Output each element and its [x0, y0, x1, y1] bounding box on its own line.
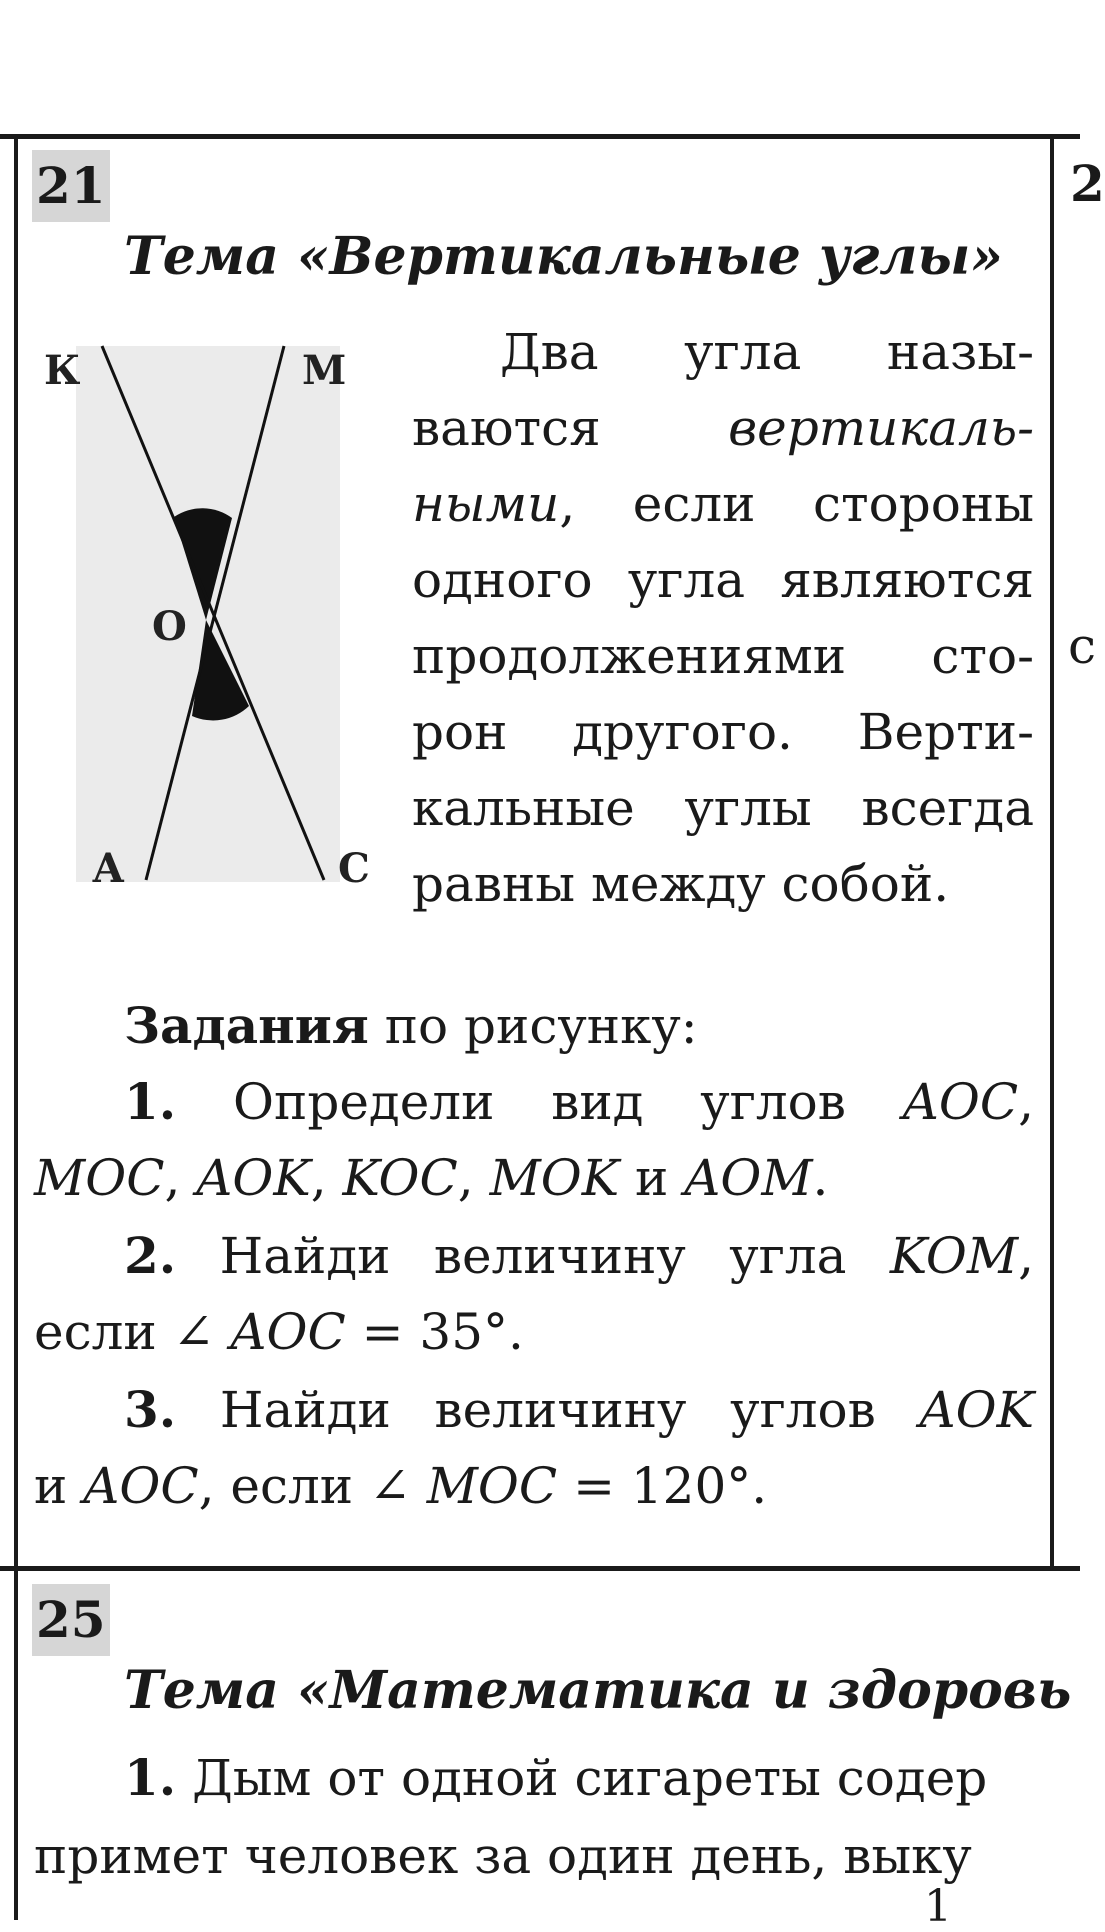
text-segment: кальные углы всегда [412, 779, 1034, 837]
text-segment: = 35°. [345, 1303, 524, 1361]
text-segment: AOK [196, 1149, 311, 1207]
point-k-label: К [44, 347, 81, 394]
task-line [34, 1294, 524, 1370]
text-segment: рон другого. Верти- [412, 703, 1034, 761]
tasks-heading-rest: по рисунку: [368, 997, 698, 1055]
text-segment: и [34, 1457, 84, 1515]
text-segment: AOC [230, 1303, 346, 1361]
column-divider-rule [1050, 134, 1054, 1570]
text-segment: AOC [83, 1457, 199, 1515]
definition-line [412, 770, 1034, 846]
text-segment: равны между собой. [412, 855, 950, 913]
definition-line [500, 314, 1034, 390]
vertical-angles-figure [34, 322, 390, 902]
text-segment: примет человек за один день, выку [34, 1827, 972, 1885]
topic-title: Тема «Математика и здоровь [124, 1660, 1072, 1721]
text-segment: 3. [124, 1380, 177, 1439]
card-25-text-line [124, 1740, 987, 1816]
text-segment: Два угла назы- [500, 323, 1034, 381]
footer-fragment: 1 [924, 1881, 952, 1932]
figure-background [76, 346, 340, 882]
text-segment: , если стороны [559, 475, 1034, 533]
point-m-label: М [302, 347, 347, 394]
definition-line [412, 694, 1034, 770]
definition-line [412, 846, 1034, 922]
top-border-rule [0, 134, 1080, 139]
left-border-rule [14, 134, 18, 1920]
task-line [34, 1448, 767, 1524]
text-segment: Найди величину углов [176, 1381, 920, 1439]
text-segment: 1. [124, 1748, 177, 1807]
text-segment: ными [412, 475, 560, 533]
tasks-heading-bold: Задания [124, 996, 369, 1055]
text-segment: MOC [426, 1457, 558, 1515]
text-segment: , [164, 1149, 197, 1207]
task-line [124, 1372, 1034, 1448]
text-segment: . [812, 1149, 829, 1207]
card-number-badge: 21 [32, 150, 110, 222]
text-segment: Дым от одной сигареты содер [176, 1749, 988, 1807]
text-segment: 1. [124, 1072, 177, 1131]
text-segment: AOK [919, 1381, 1034, 1439]
tasks-heading [124, 988, 698, 1064]
definition-line [412, 390, 1034, 466]
text-segment: MOC [34, 1149, 165, 1207]
card-number-badge: 25 [32, 1584, 110, 1656]
point-o-label: О [152, 603, 187, 650]
point-a-label: А [92, 845, 125, 892]
topic-title: Тема «Вертикальные углы» [124, 226, 1003, 287]
definition-line [412, 466, 1034, 542]
text-segment: вертикаль- [728, 399, 1034, 457]
text-segment: Определи вид углов [176, 1073, 903, 1131]
text-segment: , если ∠ [198, 1457, 427, 1515]
text-segment: , [1018, 1227, 1034, 1285]
text-segment: одного угла являются [412, 551, 1034, 609]
text-segment: 2. [124, 1226, 177, 1285]
definition-line [412, 618, 1034, 694]
task-line [34, 1140, 1034, 1216]
text-segment: KOC [342, 1149, 458, 1207]
text-segment: если ∠ [34, 1303, 231, 1361]
text-segment: , [1018, 1073, 1034, 1131]
text-segment: , [457, 1149, 490, 1207]
text-segment: продолжениями сто- [412, 627, 1034, 685]
right-column-text-fragment: с [1068, 617, 1097, 675]
text-segment: MOK [489, 1149, 620, 1207]
point-c-label: С [338, 845, 370, 892]
definition-line [412, 542, 1034, 618]
task-line [124, 1218, 1034, 1294]
text-segment: и [619, 1149, 685, 1207]
text-segment: = 120°. [557, 1457, 768, 1515]
text-segment: ваются [412, 399, 729, 457]
row-divider-rule [0, 1566, 1080, 1571]
task-line [124, 1064, 1034, 1140]
text-segment: AOC [902, 1073, 1019, 1131]
text-segment: Найди величину угла [176, 1227, 890, 1285]
text-segment: , [310, 1149, 343, 1207]
text-segment: AOM [684, 1149, 813, 1207]
text-segment: KOM [889, 1227, 1019, 1285]
right-column-number-fragment: 2 [1070, 154, 1105, 213]
card-25-text-line [34, 1818, 972, 1894]
